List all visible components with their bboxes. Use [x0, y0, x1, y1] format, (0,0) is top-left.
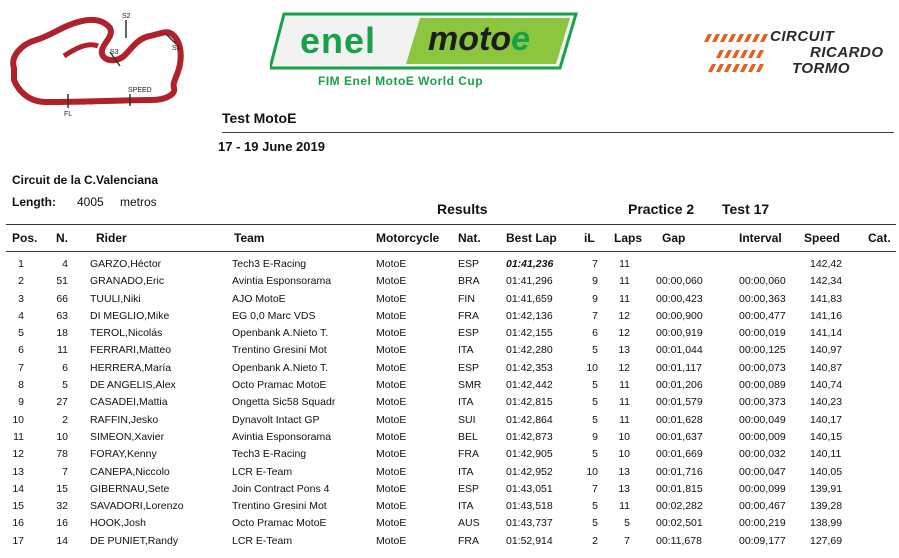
cell-pos: 5 — [18, 327, 24, 340]
cell-team: Ongetta Sic58 Squadr — [232, 396, 336, 409]
cell-team: Tech3 E-Racing — [232, 448, 307, 461]
cell-number: 16 — [56, 517, 68, 530]
cell-team: Join Contract Pons 4 — [232, 482, 330, 495]
cell-number: 18 — [56, 327, 68, 340]
cell-pos: 2 — [18, 275, 24, 288]
cell-pos: 11 — [13, 430, 24, 443]
cell-rider: FERRARI,Matteo — [90, 344, 172, 357]
title-divider — [222, 132, 894, 133]
cell-number: 10 — [56, 430, 68, 443]
cell-number: 7 — [62, 465, 68, 478]
cell-rider: HOOK,Josh — [90, 517, 147, 530]
cell-team: Octo Pramac MotoE — [232, 379, 327, 392]
length-unit: metros — [120, 195, 157, 209]
cell-rider: TEROL,Nicolás — [90, 327, 163, 340]
cell-il: 5 — [592, 413, 598, 426]
cell-il: 5 — [592, 344, 598, 357]
cell-gap: 00:11,678 — [656, 534, 702, 547]
cell-il: 9 — [592, 292, 598, 305]
cell-nationality: FRA — [458, 448, 479, 461]
cell-number: 6 — [62, 361, 68, 374]
cell-number: 4 — [62, 258, 68, 270]
logo-subtitle: FIM Enel MotoE World Cup — [318, 74, 484, 88]
cell-gap: 00:01,716 — [656, 465, 703, 478]
cell-laps: 10 — [618, 448, 630, 461]
cell-nationality: ESP — [458, 327, 480, 340]
cell-number: 63 — [56, 309, 68, 322]
cell-nationality: FRA — [458, 309, 479, 322]
col-rider: Rider — [96, 231, 127, 245]
col-number: N. — [56, 231, 68, 245]
table-body — [6, 252, 896, 549]
cell-pos: 1 — [18, 258, 24, 270]
cell-interval: 00:00,047 — [739, 465, 786, 478]
table-row — [6, 290, 896, 307]
cell-gap: 00:01,628 — [656, 413, 703, 426]
cell-speed: 140,87 — [810, 361, 843, 374]
cell-nationality: BRA — [458, 275, 480, 288]
cell-team: Trentino Gresini Mot — [232, 344, 327, 357]
table-row — [6, 497, 896, 514]
cell-team: Openbank A.Nieto T. — [232, 327, 329, 340]
cell-best-lap: 01:42,905 — [506, 448, 553, 461]
cell-pos: 12 — [12, 448, 24, 461]
col-nationality: Nat. — [458, 231, 481, 245]
cell-rider: DI MEGLIO,Mike — [90, 309, 170, 322]
cell-rider: DE PUNIET,Randy — [90, 534, 179, 547]
cell-gap: 00:00,900 — [656, 309, 703, 322]
cell-rider: GRANADO,Eric — [90, 275, 165, 288]
cell-interval: 00:00,373 — [739, 396, 786, 409]
cell-laps: 11 — [619, 396, 630, 409]
cell-interval: 00:00,009 — [739, 430, 786, 443]
cell-nationality: BEL — [458, 430, 478, 443]
cell-motorcycle: MotoE — [376, 275, 407, 288]
cell-number: 32 — [56, 500, 68, 513]
cell-team: Avintia Esponsorama — [232, 275, 332, 288]
sector2-label: S2 — [122, 13, 131, 20]
cell-interval: 00:00,219 — [739, 517, 786, 530]
logo-stripes — [700, 30, 770, 78]
cell-motorcycle: MotoE — [376, 534, 407, 547]
cell-best-lap: 01:42,864 — [506, 413, 553, 426]
cell-motorcycle: MotoE — [376, 379, 407, 392]
table-row — [6, 359, 896, 376]
cell-motorcycle: MotoE — [376, 396, 407, 409]
cell-laps: 7 — [624, 534, 630, 547]
cell-laps: 12 — [618, 327, 630, 340]
finish-line-label: FL — [64, 111, 73, 118]
cell-number: 2 — [62, 413, 68, 426]
cell-nationality: ITA — [458, 500, 474, 513]
event-dates: 17 - 19 June 2019 — [218, 139, 325, 154]
cell-il: 7 — [592, 258, 598, 270]
cell-laps: 11 — [619, 292, 630, 305]
cell-speed: 138,99 — [810, 517, 843, 530]
table-row — [6, 480, 896, 497]
cell-rider: RAFFIN,Jesko — [90, 413, 159, 426]
cell-laps: 10 — [618, 430, 630, 443]
cell-interval: 00:00,073 — [739, 361, 786, 374]
table-row — [6, 272, 896, 289]
cell-number: 27 — [56, 396, 68, 409]
col-category: Cat. — [868, 231, 891, 245]
track-outline — [13, 20, 181, 102]
circuit-ricardo-tormo-logo — [700, 26, 895, 82]
cell-nationality: ITA — [458, 396, 474, 409]
track-map — [6, 8, 190, 120]
cell-nationality: SUI — [458, 413, 476, 426]
cell-rider: DE ANGELIS,Alex — [90, 379, 176, 392]
cell-laps: 13 — [618, 482, 630, 495]
cell-rider: GIBERNAU,Sete — [90, 482, 170, 495]
cell-best-lap: 01:43,051 — [506, 482, 553, 495]
cell-number: 78 — [56, 448, 68, 461]
cell-pos: 4 — [18, 309, 24, 322]
col-best-lap: Best Lap — [506, 231, 557, 245]
table-row — [6, 307, 896, 324]
cell-il: 7 — [592, 309, 598, 322]
cell-il: 10 — [586, 465, 598, 478]
table-row — [6, 376, 896, 393]
cell-speed: 140,05 — [810, 465, 843, 478]
circuit-name: Circuit de la C.Valenciana — [12, 173, 159, 187]
cell-interval: 00:00,467 — [739, 500, 786, 513]
cell-number: 66 — [56, 292, 68, 305]
enel-motoe-logo — [270, 12, 578, 94]
cell-best-lap: 01:42,280 — [506, 344, 553, 357]
cell-team: Avintia Esponsorama — [232, 430, 332, 443]
cell-nationality: ITA — [458, 344, 474, 357]
col-team: Team — [234, 231, 265, 245]
cell-number: 51 — [56, 275, 68, 288]
cell-pos: 9 — [18, 396, 24, 409]
col-interval: Interval — [739, 231, 782, 245]
cell-il: 5 — [592, 517, 598, 530]
cell-laps: 11 — [619, 275, 630, 288]
cell-motorcycle: MotoE — [376, 448, 407, 461]
cell-motorcycle: MotoE — [376, 327, 407, 340]
cell-number: 14 — [56, 534, 68, 547]
cell-interval: 00:00,060 — [739, 275, 786, 288]
cell-rider: CANEPA,Niccolo — [90, 465, 170, 478]
cell-il: 2 — [592, 534, 598, 547]
cell-best-lap: 01:42,136 — [506, 309, 553, 322]
cell-il: 9 — [592, 275, 598, 288]
cell-laps: 13 — [618, 344, 630, 357]
cell-il: 5 — [592, 448, 598, 461]
cell-rider: SIMEON,Xavier — [90, 430, 165, 443]
cell-best-lap: 01:42,442 — [506, 379, 553, 392]
cell-pos: 6 — [18, 344, 24, 357]
table-row — [6, 255, 896, 272]
col-speed: Speed — [804, 231, 841, 245]
cell-speed: 127,69 — [810, 534, 843, 547]
cell-speed: 141,16 — [810, 309, 843, 322]
motoe-wordmark: motoe — [428, 20, 531, 58]
table-row — [6, 324, 896, 341]
cell-speed: 140,74 — [810, 379, 843, 392]
col-il: iL — [584, 231, 595, 245]
cell-team: Trentino Gresini Mot — [232, 500, 327, 513]
cell-best-lap: 01:42,873 — [506, 430, 553, 443]
cell-best-lap: 01:42,952 — [506, 465, 553, 478]
cell-best-lap: 01:42,353 — [506, 361, 553, 374]
cell-pos: 17 — [12, 534, 24, 547]
cell-gap: 00:01,637 — [656, 430, 703, 443]
cell-pos: 13 — [12, 465, 24, 478]
cell-rider: TUULI,Niki — [90, 292, 141, 305]
col-laps: Laps — [614, 231, 643, 245]
cell-best-lap: 01:43,518 — [506, 500, 553, 513]
cell-speed: 140,11 — [810, 448, 842, 461]
cell-interval: 00:00,049 — [739, 413, 786, 426]
test-label: Test 17 — [722, 201, 770, 217]
cell-il: 5 — [592, 500, 598, 513]
cell-nationality: FIN — [458, 292, 475, 305]
length-label: Length: — [12, 195, 56, 209]
cell-nationality: ESP — [458, 482, 480, 495]
cell-rider: SAVADORI,Lorenzo — [90, 500, 184, 513]
cell-gap: 00:00,060 — [656, 275, 703, 288]
cell-speed: 142,34 — [810, 275, 843, 288]
cell-rider: HERRERA,María — [90, 361, 172, 374]
cell-il: 5 — [592, 379, 598, 392]
cell-interval: 00:09,177 — [739, 534, 786, 547]
circuit-logo-line2: RICARDO — [810, 44, 884, 61]
cell-team: Openbank A.Nieto T. — [232, 361, 329, 374]
cell-il: 6 — [592, 327, 598, 340]
cell-number: 5 — [62, 379, 68, 392]
table-header — [6, 224, 896, 252]
cell-nationality: ESP — [458, 258, 480, 270]
cell-rider: CASADEI,Mattia — [90, 396, 168, 409]
cell-gap: 00:02,282 — [656, 500, 703, 513]
cell-il: 9 — [592, 430, 598, 443]
cell-il: 7 — [592, 482, 598, 495]
cell-team: LCR E-Team — [232, 534, 293, 547]
cell-motorcycle: MotoE — [376, 361, 407, 374]
cell-number: 11 — [57, 344, 68, 357]
track-inner — [64, 45, 98, 56]
cell-nationality: ESP — [458, 361, 480, 374]
cell-rider: GARZO,Héctor — [90, 258, 162, 270]
cell-motorcycle: MotoE — [376, 413, 407, 426]
cell-interval: 00:00,125 — [739, 344, 786, 357]
cell-pos: 16 — [12, 517, 24, 530]
sector1-label: S1 — [172, 45, 181, 52]
cell-best-lap: 01:42,155 — [506, 327, 553, 340]
cell-best-lap: 01:41,236 — [506, 258, 554, 270]
cell-speed: 140,15 — [810, 430, 843, 443]
cell-interval: 00:00,477 — [739, 309, 786, 322]
cell-rider: FORAY,Kenny — [90, 448, 157, 461]
cell-interval: 00:00,032 — [739, 448, 786, 461]
cell-laps: 11 — [619, 413, 630, 426]
cell-laps: 11 — [619, 379, 630, 392]
table-row — [6, 514, 896, 531]
cell-speed: 139,28 — [810, 500, 843, 513]
cell-speed: 139,91 — [810, 482, 843, 495]
cell-motorcycle: MotoE — [376, 517, 407, 530]
table-row — [6, 393, 896, 410]
cell-pos: 10 — [12, 413, 24, 426]
table-row — [6, 341, 896, 358]
sector3-label: S3 — [110, 49, 119, 56]
cell-speed: 141,83 — [810, 292, 843, 305]
cell-team: LCR E-Team — [232, 465, 293, 478]
cell-motorcycle: MotoE — [376, 258, 407, 270]
cell-pos: 8 — [18, 379, 24, 392]
cell-nationality: ITA — [458, 465, 474, 478]
cell-laps: 12 — [618, 309, 630, 322]
cell-gap: 00:01,579 — [656, 396, 703, 409]
cell-laps: 12 — [618, 361, 630, 374]
cell-laps: 13 — [618, 465, 630, 478]
event-title: Test MotoE — [222, 110, 297, 126]
circuit-logo-line3: TORMO — [792, 60, 851, 77]
cell-pos: 14 — [12, 482, 24, 495]
col-gap: Gap — [662, 231, 686, 245]
cell-motorcycle: MotoE — [376, 344, 407, 357]
cell-il: 5 — [592, 396, 598, 409]
cell-gap: 00:01,044 — [656, 344, 703, 357]
cell-team: EG 0,0 Marc VDS — [232, 309, 316, 322]
cell-best-lap: 01:52,914 — [506, 534, 553, 547]
table-row — [6, 411, 896, 428]
session-label: Practice 2 — [628, 201, 695, 217]
cell-pos: 3 — [18, 292, 24, 305]
results-heading: Results — [437, 201, 488, 217]
cell-best-lap: 01:41,296 — [506, 275, 553, 288]
cell-best-lap: 01:41,659 — [506, 292, 553, 305]
cell-laps: 11 — [619, 500, 630, 513]
cell-motorcycle: MotoE — [376, 309, 407, 322]
cell-motorcycle: MotoE — [376, 465, 407, 478]
cell-team: Dynavolt Intact GP — [232, 413, 320, 426]
cell-gap: 00:00,919 — [656, 327, 703, 340]
circuit-logo-line1: CIRCUIT — [770, 28, 835, 45]
cell-gap: 00:02,501 — [656, 517, 703, 530]
cell-speed: 142,42 — [810, 258, 843, 270]
cell-nationality: FRA — [458, 534, 479, 547]
cell-number: 15 — [56, 482, 68, 495]
cell-interval: 00:00,363 — [739, 292, 786, 305]
cell-il: 10 — [586, 361, 598, 374]
cell-interval: 00:00,099 — [739, 482, 786, 495]
cell-interval: 00:00,019 — [739, 327, 786, 340]
cell-pos: 7 — [18, 361, 24, 374]
cell-speed: 140,97 — [810, 344, 843, 357]
results-table — [6, 224, 896, 549]
cell-interval: 00:00,089 — [739, 379, 786, 392]
length-value: 4005 — [77, 195, 104, 209]
cell-motorcycle: MotoE — [376, 292, 407, 305]
col-motorcycle: Motorcycle — [376, 231, 440, 245]
cell-laps: 5 — [624, 517, 630, 530]
cell-motorcycle: MotoE — [376, 500, 407, 513]
cell-motorcycle: MotoE — [376, 430, 407, 443]
speed-trap-label: SPEED — [128, 87, 152, 94]
cell-laps: 11 — [619, 258, 630, 270]
cell-gap: 00:00,423 — [656, 292, 703, 305]
cell-team: Tech3 E-Racing — [232, 258, 307, 270]
table-row — [6, 428, 896, 445]
cell-gap: 00:01,117 — [656, 361, 702, 374]
cell-gap: 00:01,669 — [656, 448, 703, 461]
cell-speed: 140,17 — [810, 413, 843, 426]
cell-nationality: SMR — [458, 379, 482, 392]
cell-speed: 141,14 — [810, 327, 843, 340]
cell-best-lap: 01:43,737 — [506, 517, 553, 530]
cell-team: Octo Pramac MotoE — [232, 517, 327, 530]
enel-wordmark: enel — [300, 20, 377, 61]
table-row — [6, 463, 896, 480]
table-row — [6, 532, 896, 549]
cell-pos: 15 — [12, 500, 24, 513]
cell-motorcycle: MotoE — [376, 482, 407, 495]
cell-gap: 00:01,206 — [656, 379, 703, 392]
col-pos: Pos. — [12, 231, 38, 245]
cell-speed: 140,23 — [810, 396, 843, 409]
table-row — [6, 445, 896, 462]
cell-nationality: AUS — [458, 517, 480, 530]
cell-best-lap: 01:42,815 — [506, 396, 553, 409]
cell-gap: 00:01,815 — [656, 482, 703, 495]
cell-team: AJO MotoE — [232, 292, 286, 305]
